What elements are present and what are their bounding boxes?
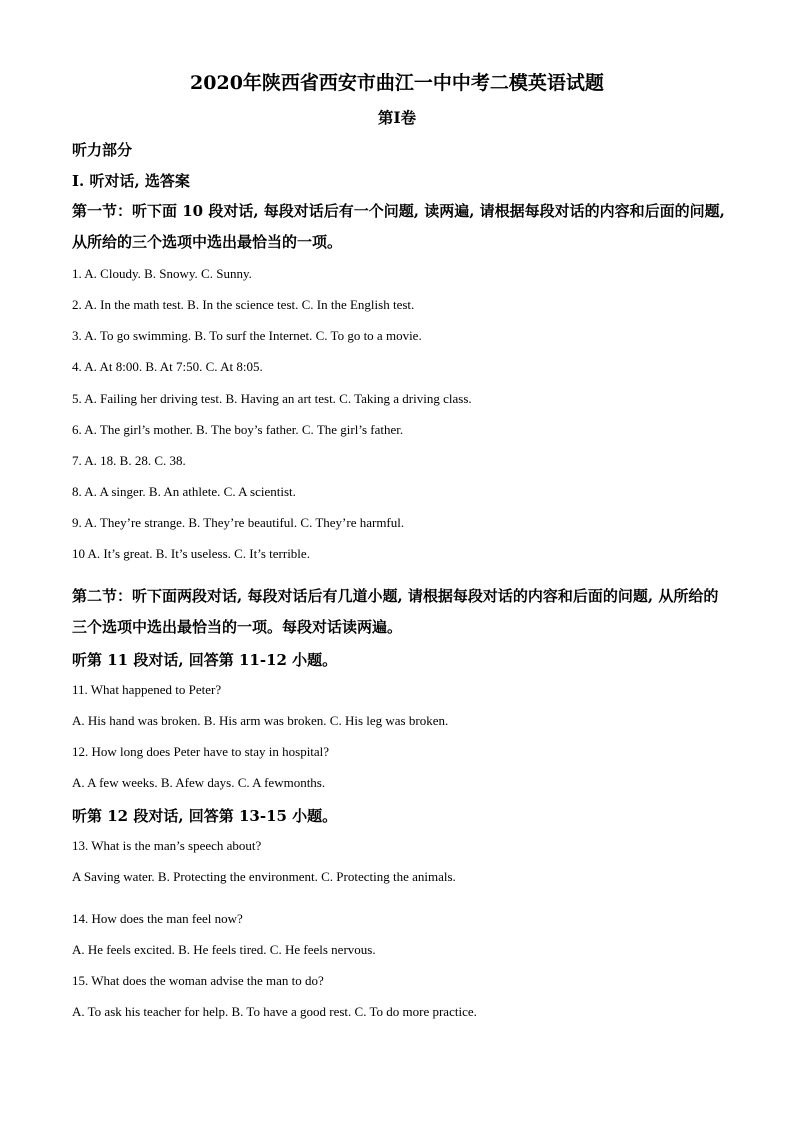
question-item: 6. A. The girl’s mother. B. The boy’s father. C. The girl’s father. xyxy=(72,422,404,437)
dialogue11-heading: 听第 11 段对话, 回答第 11-12 小题。 xyxy=(72,651,338,669)
part-heading: I. 听对话, 选答案 xyxy=(72,172,190,190)
question-item: 15. What does the woman advise the man to do? xyxy=(72,973,324,988)
question-item: 10 A. It’s great. B. It’s useless. C. It’s terrible. xyxy=(72,546,310,561)
question-item: 7. A. 18. B. 28. C. 38. xyxy=(72,453,186,468)
dialogue12-heading: 听第 12 段对话, 回答第 13-15 小题。 xyxy=(72,807,338,825)
question-item: 14. How does the man feel now? xyxy=(72,911,243,926)
question-item: 12. How long does Peter have to stay in hospital? xyxy=(72,744,330,759)
question-item: 4. A. At 8:00. B. At 7:50. C. At 8:05. xyxy=(72,359,263,374)
answer-options: A Saving water. B. Protecting the environment. C. Protecting the animals. xyxy=(72,869,456,884)
question-item: 2. A. In the math test. B. In the science test. C. In the English test. xyxy=(72,297,415,312)
question-item: 8. A. A singer. B. An athlete. C. A scientist. xyxy=(72,484,296,499)
question-item: 11. What happened to Peter? xyxy=(72,682,222,697)
section2-instructions: 第二节：听下面两段对话, 每段对话后有几道小题, 请根据每段对话的内容和后面的问题, 从所给的三个选项中选出最恰当的一项。每段对话读两遍。 xyxy=(72,587,719,636)
question-item: 5. A. Failing her driving test. B. Having an art test. C. Taking a driving class. xyxy=(72,391,472,406)
question-item: 9. A. They’re strange. B. They’re beautiful. C. They’re harmful. xyxy=(72,515,405,530)
section-heading: 听力部分 xyxy=(72,141,133,159)
answer-options: A. A few weeks. B. Afew days. C. A fewmonths. xyxy=(72,775,326,790)
volume-subtitle: 第I卷 xyxy=(377,108,417,127)
question-item: 3. A. To go swimming. B. To surf the Internet. C. To go to a movie. xyxy=(72,328,422,343)
question-item: 13. What is the man’s speech about? xyxy=(72,838,262,853)
question-item: 1. A. Cloudy. B. Snowy. C. Sunny. xyxy=(72,266,252,281)
answer-options: A. He feels excited. B. He feels tired. C. He feels nervous. xyxy=(72,942,376,957)
document-title: 2020年陕西省西安市曲江一中中考二模英语试题 xyxy=(190,72,604,94)
answer-options: A. His hand was broken. B. His arm was broken. C. His leg was broken. xyxy=(72,713,449,728)
section1-instructions: 第一节：听下面 10 段对话, 每段对话后有一个问题, 读两遍, 请根据每段对话的内容和后面的问题, 从所给的三个选项中选出最恰当的一项。 xyxy=(72,202,725,251)
answer-options: A. To ask his teacher for help. B. To have a good rest. C. To do more practice. xyxy=(72,1004,477,1019)
